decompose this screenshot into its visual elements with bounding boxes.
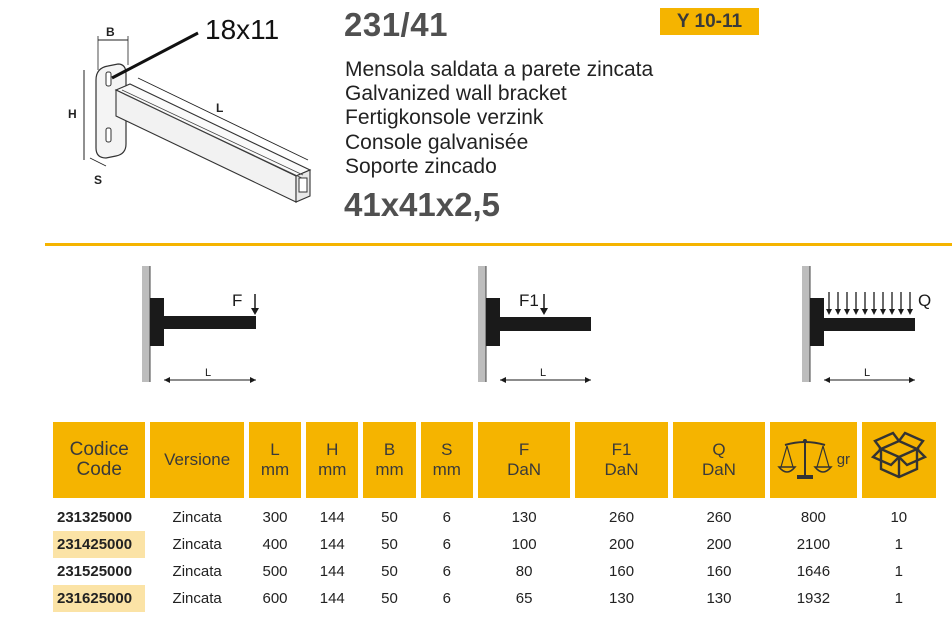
cell-f: 65 [515, 590, 533, 607]
cell-f1: 200 [609, 536, 635, 553]
description-es: Soporte zincado [345, 155, 497, 178]
cell-s: 6 [442, 563, 451, 580]
cell-f: 130 [511, 509, 537, 526]
load-diagram-point-end [136, 262, 276, 387]
cell-l: 300 [262, 509, 288, 526]
header-f1: F1 DaN [575, 422, 667, 498]
load-diagram-distributed [796, 262, 952, 387]
cell-version: Zincata [172, 590, 222, 607]
cell-f: 80 [515, 563, 533, 580]
cell-f1: 160 [609, 563, 635, 580]
cell-q: 130 [706, 590, 732, 607]
cell-pack: 10 [890, 509, 908, 526]
cell-h: 144 [319, 509, 345, 526]
description-en: Galvanized wall bracket [345, 82, 567, 105]
header-h: H mm [306, 422, 358, 498]
table-header-row [53, 422, 936, 498]
cell-weight: 800 [800, 509, 826, 526]
cell-version: Zincata [172, 563, 222, 580]
spec-table [48, 422, 941, 612]
description-fr: Console galvanisée [345, 131, 529, 154]
cell-weight: 1932 [796, 590, 831, 607]
cell-s: 6 [442, 590, 451, 607]
load-diagram-point-mid [472, 262, 612, 387]
cell-q: 200 [706, 536, 732, 553]
table-row [53, 531, 936, 558]
cell-q: 160 [706, 563, 732, 580]
force-f-label: F [232, 291, 243, 310]
cell-pack: 1 [894, 536, 903, 553]
table-row [53, 585, 936, 612]
force-f1-label: F1 [519, 291, 539, 310]
cell-code: 231325000 [57, 509, 133, 526]
force-q-label: Q [918, 291, 932, 310]
header-l: L mm [249, 422, 301, 498]
length-l-label: L [205, 367, 212, 379]
cell-code: 231525000 [57, 563, 133, 580]
slot-size-label: 18x11 [205, 14, 280, 45]
cell-l: 400 [262, 536, 288, 553]
cell-version: Zincata [172, 509, 222, 526]
cell-code: 231625000 [53, 585, 145, 612]
scale-icon [777, 435, 837, 485]
cell-b: 50 [381, 509, 398, 526]
header-f: F DaN [478, 422, 570, 498]
cell-h: 144 [319, 536, 345, 553]
header-version: Versione [150, 422, 243, 498]
cell-code: 231425000 [53, 531, 145, 558]
cell-b: 50 [381, 536, 398, 553]
cell-f1: 260 [609, 509, 635, 526]
bracket-drawing [60, 20, 340, 220]
dim-s-label: S [94, 173, 103, 187]
header-q: Q DaN [673, 422, 765, 498]
header-code: Codice Code [53, 422, 145, 498]
profile-size: 41x41x2,5 [344, 186, 500, 223]
section-divider [45, 243, 952, 246]
product-code-title: 231/41 [344, 6, 448, 43]
cell-b: 50 [381, 590, 398, 607]
cell-weight: 2100 [796, 536, 831, 553]
cell-l: 500 [262, 563, 288, 580]
weight-unit: gr [836, 451, 851, 468]
cell-s: 6 [442, 536, 451, 553]
cell-h: 144 [319, 563, 345, 580]
cell-h: 144 [319, 590, 345, 607]
cell-weight: 1646 [796, 563, 831, 580]
description-it: Mensola saldata a parete zincata [345, 58, 654, 81]
header-s: S mm [421, 422, 473, 498]
cell-pack: 1 [894, 563, 903, 580]
description-de: Fertigkonsole verzink [345, 106, 544, 129]
table-row [53, 558, 936, 585]
cell-pack: 1 [894, 590, 903, 607]
cell-f: 100 [511, 536, 537, 553]
length-l-label: L [540, 367, 547, 379]
cell-s: 6 [442, 509, 451, 526]
length-l-label: L [864, 367, 871, 379]
dim-l-label: L [216, 101, 224, 115]
table-row [53, 498, 936, 531]
header-pack [862, 422, 936, 498]
cell-version: Zincata [172, 536, 222, 553]
cell-f1: 130 [609, 590, 635, 607]
cell-l: 600 [262, 590, 288, 607]
header-b: B mm [363, 422, 415, 498]
box-icon [869, 431, 929, 485]
catalog-tag: Y 10-11 [660, 8, 759, 35]
cell-q: 260 [706, 509, 732, 526]
dim-h-label: H [68, 107, 77, 121]
dim-b-label: B [106, 25, 115, 39]
cell-b: 50 [381, 563, 398, 580]
header-weight [770, 422, 856, 498]
